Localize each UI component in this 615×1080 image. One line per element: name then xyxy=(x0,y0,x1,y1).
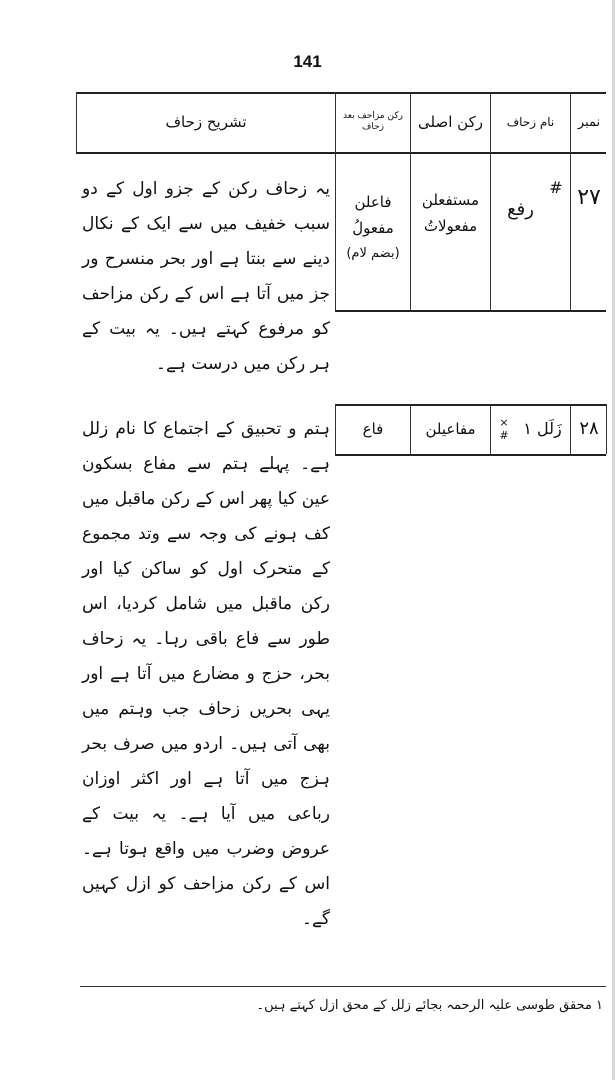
row-divider xyxy=(335,152,336,310)
muzahif-rukn-line: (بضم لام) xyxy=(346,246,400,261)
row-divider xyxy=(410,404,411,454)
row-bottom-rule xyxy=(335,310,606,312)
row-28-mark: × # xyxy=(499,416,509,442)
row-28-bottom-rule xyxy=(335,454,606,456)
row-28-muzahif-rukn xyxy=(338,406,408,452)
header-serial: نمبر xyxy=(577,114,601,130)
header-explanation: تشریح زحاف xyxy=(165,113,247,131)
header-divider xyxy=(410,92,411,152)
header-zihaf-name: نام زحاف xyxy=(506,115,555,129)
page-number: 141 xyxy=(293,52,322,71)
header-original-rukn: رکن اصلی xyxy=(418,113,483,131)
row-27-muzahif-rukn xyxy=(338,168,408,288)
row-27-mark: # xyxy=(549,178,563,197)
original-rukn-line: مفعولاتُ xyxy=(423,217,478,235)
header-bottom-rule xyxy=(76,152,606,154)
explanation-text: ہتم و تحبیق کے اجتماع کا نام زلل ہے۔ پہلے ہتم سے مفاع بسکون عین کیا پھر اس کے رکن ماقبل میں کف ہونے کی وجہ سے وتد مجموع کے متحرک اول کو ساکن کیا اور رکن ماقبل میں شامل کردیا، اس طور سے فاع باقی رہا۔ یہ زحاف بحر، حزج و مضارع میں آتا ہے اور یہی بحریں زحاف جب وہتم میں بھی آتی ہیں۔ اردو میں صرف بحر ہزج میں آتا ہے اور اکثر اوزان رباعی میں آیا ہے۔ یہ بیت کے عروض وضرب میں واقع ہوتا ہے۔ اس کے رکن مزاحف کو ازل کہیں گے۔ xyxy=(82,419,330,929)
row-28-zihaf-name: زَلَل ۱ xyxy=(523,419,562,438)
header-divider xyxy=(335,92,336,152)
row-27-serial: ۲۷ xyxy=(577,185,601,210)
row-divider xyxy=(410,152,411,310)
row-divider xyxy=(606,404,607,454)
row-28-explanation xyxy=(82,412,330,937)
footnote-rule xyxy=(80,986,606,987)
row-27-original-rukn xyxy=(413,168,488,258)
muzahif-rukn-line: مفعولُ xyxy=(352,219,394,237)
row-divider xyxy=(570,404,571,454)
row-28-original-rukn xyxy=(413,406,488,452)
row-27-zihaf-name: رفع xyxy=(507,199,534,220)
original-rukn-line: مفاعیلن xyxy=(425,420,476,438)
muzahif-rukn-line: فاعلن xyxy=(354,193,392,211)
row-divider xyxy=(335,404,336,454)
row-28-serial: ۲۸ xyxy=(579,418,599,439)
explanation-text: یہ زحاف رکن کے جزو اول کے دو سبب خفیف میں سے ایک کے نکال دینے سے بنتا ہے اور بحر منسرح ور جز میں آتا ہے اس کے رکن مزاحف کو مرفوع کہتے ہیں۔ یہ بیت کے ہر رکن میں درست ہے۔ xyxy=(82,179,330,374)
header-divider xyxy=(76,92,77,152)
muzahif-rukn-line: فاع xyxy=(362,420,384,438)
header-divider xyxy=(570,92,571,152)
header-muzahif-rukn: رکن مزاحف بعد زحاف xyxy=(343,111,403,132)
row-divider xyxy=(570,152,571,310)
footnote: ۱ محقق طوسی علیہ الرحمہ بجائے زلل کے محق ازل کہتے ہیں۔ xyxy=(256,998,603,1013)
row-divider xyxy=(490,404,491,454)
row-divider xyxy=(490,152,491,310)
row-27-explanation xyxy=(82,172,330,382)
original-rukn-line: مستفعلن xyxy=(421,191,480,209)
header-divider xyxy=(490,92,491,152)
